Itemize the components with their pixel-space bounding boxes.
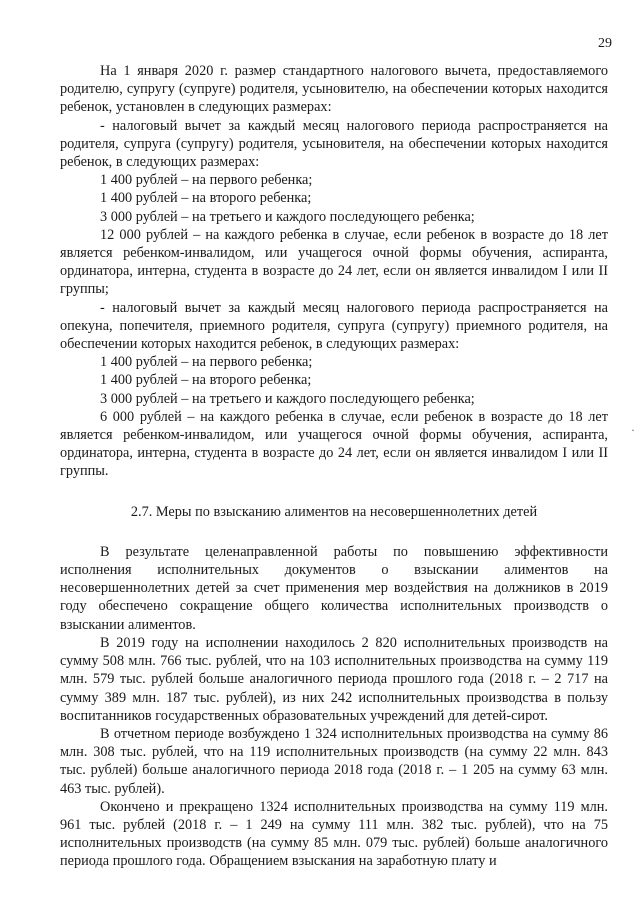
- list-item: 3 000 рублей – на третьего и каждого последующего ребенка;: [100, 208, 475, 225]
- list-item: 1 400 рублей – на второго ребенка;: [100, 372, 312, 389]
- list-item: 12 000 рублей – на каждого ребенка в случае, если ребенок в возрасте до 18 лет является ребенком-инвалидом, или учащегося очной формы обучения, аспиранта, ординатора, интерна, студента в возрасте до 24 лет, если он является инвалидом I или II группы;: [60, 226, 608, 298]
- document-body: [60, 62, 608, 871]
- list-item: 1 400 рублей – на второго ребенка;: [100, 190, 312, 207]
- paragraph: В результате целенаправленной работы по повышению эффективности исполнения исполнительных документов о взыскании алиментов на несовершеннолетних детей за счет применения мер воздействия на должников в 2019 году обеспечено сокращение общего количества исполнительных производств о взыскании алиментов.: [60, 543, 608, 633]
- scan-mark: ·: [631, 423, 635, 437]
- page-number: 29: [598, 36, 612, 51]
- paragraph: В отчетном периоде возбуждено 1 324 исполнительных производства на сумму 86 млн. 308 тыс. рублей, что на 119 исполнительных производств (на сумму 22 млн. 843 тыс. рублей) больше аналогичного периода 2018 года (2018 г. – 1 205 на сумму 63 млн. 463 тыс. рублей).: [60, 725, 608, 797]
- paragraph: На 1 января 2020 г. размер стандартного налогового вычета, предоставляемого родителю, супругу (супруге) родителя, усыновителю, на обеспечении которых находится ребенок, установлен в следующих размерах:: [60, 63, 608, 116]
- list-item: 6 000 рублей – на каждого ребенка в случае, если ребенок в возрасте до 18 лет является ребенком-инвалидом, или учащегося очной формы обучения, аспиранта, ординатора, интерна, студента в возрасте до 24 лет, если он является инвалидом I или II группы.: [60, 408, 608, 480]
- list-item: 1 400 рублей – на первого ребенка;: [100, 354, 313, 371]
- paragraph: В 2019 году на исполнении находилось 2 820 исполнительных производств на сумму 508 млн. 766 тыс. рублей, что на 103 исполнительных производства на сумму 119 млн. 579 тыс. рублей больше аналогичного периода прошлого года (2018 г. – 2 717 на сумму 389 млн. 187 тыс. рублей), из них 242 исполнительных производства в пользу воспитанников государственных образовательных учреждений для детей-сирот.: [60, 634, 608, 724]
- section-heading: 2.7. Меры по взысканию алиментов на несовершеннолетних детей: [130, 503, 538, 520]
- paragraph: - налоговый вычет за каждый месяц налогового периода распространяется на опекуна, попечителя, приемного родителя, супруга (супругу) приемного родителя, на обеспечении которых находится ребенок, в следующих размерах:: [60, 299, 608, 353]
- list-item: 3 000 рублей – на третьего и каждого последующего ребенка;: [100, 390, 475, 407]
- paragraph: - налоговый вычет за каждый месяц налогового периода распространяется на родителя, супруга (супругу) родителя, усыновителя, на обеспечении которых находится ребенок, в следующих размерах:: [60, 117, 608, 171]
- list-item: 1 400 рублей – на первого ребенка;: [100, 172, 313, 189]
- paragraph: Окончено и прекращено 1324 исполнительных производства на сумму 119 млн. 961 тыс. рублей (2018 г. – 1 249 на сумму 111 млн. 382 тыс. рублей), что на 75 исполнительных производств (на сумму 85 млн. 079 тыс. рублей) больше аналогичного периода прошлого года. Обращением взыскания на заработную плату и: [60, 798, 608, 870]
